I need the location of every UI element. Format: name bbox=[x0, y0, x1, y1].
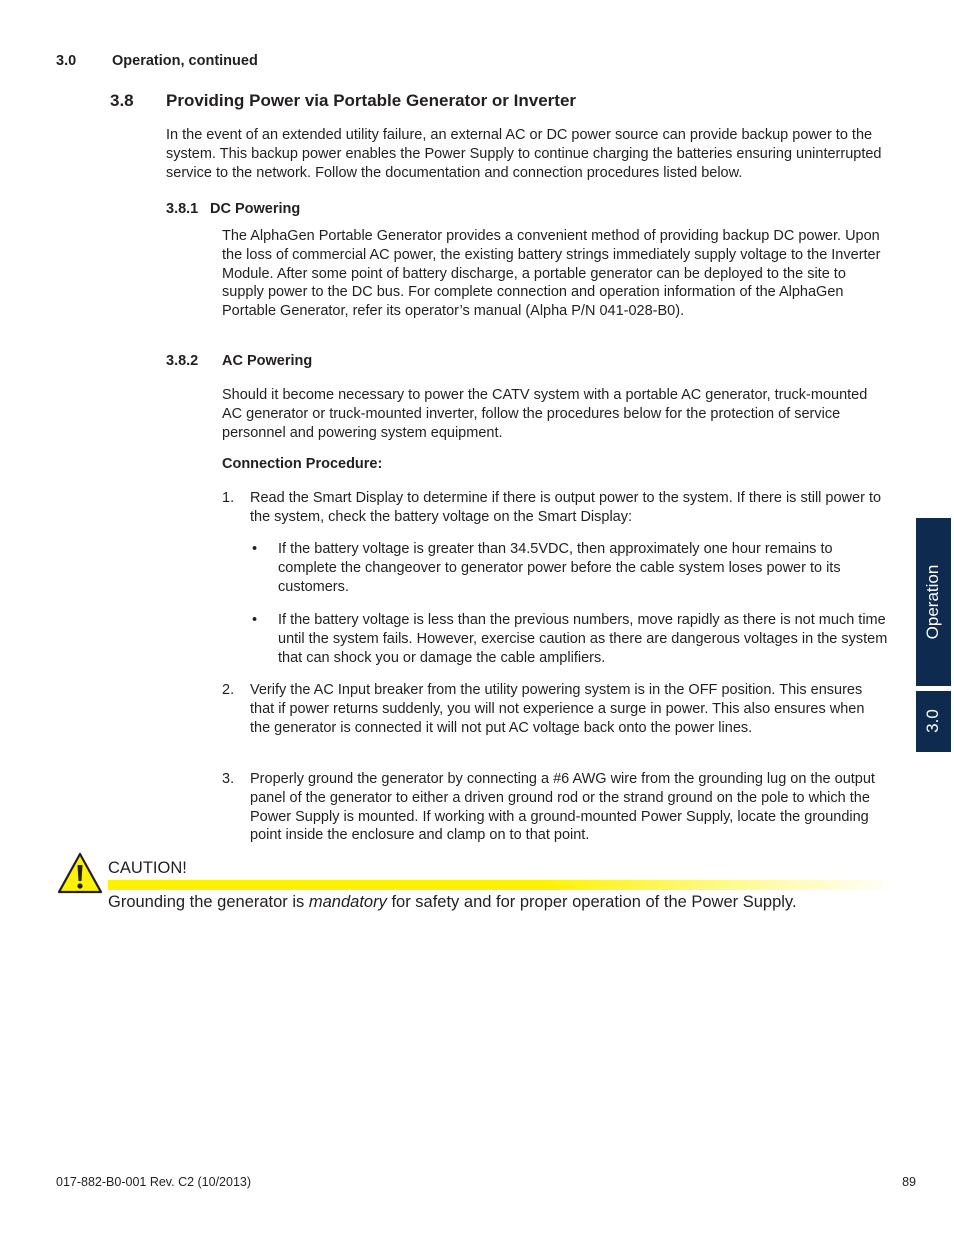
section-number: 3.8 bbox=[110, 91, 134, 110]
footer-doc-id: 017-882-B0-001 Rev. C2 (10/2013) bbox=[56, 1175, 252, 1189]
section-title: Providing Power via Portable Generator or Inverter bbox=[166, 91, 577, 110]
caution-text-before: Grounding the generator is bbox=[108, 893, 309, 911]
side-tab-title: Operation bbox=[923, 564, 942, 640]
step-number: 2. bbox=[222, 682, 235, 698]
step-text: Read the Smart Display to determine if there is output power to the system. If there is still power to the system, check the battery voltage on the Smart Display: bbox=[250, 490, 882, 525]
step-number: 1. bbox=[222, 490, 235, 506]
section-intro: In the event of an extended utility failure, an external AC or DC power source can provide backup power to the system. This backup power enables the Power Supply to continue charging the batteries ensuring uninterrupted service to the network. Follow the documentation and connection procedures listed below. bbox=[166, 127, 882, 181]
caution-highlight-bar bbox=[108, 880, 896, 890]
running-head-number: 3.0 bbox=[56, 53, 77, 69]
procedure-step bbox=[222, 681, 887, 737]
bullet-text: If the battery voltage is greater than 34.5VDC, then approximately one hour remains to complete the changeover to generator power before the cable system loses power to its customers. bbox=[278, 541, 841, 595]
ac-powering-title: AC Powering bbox=[222, 353, 313, 369]
caution-emphasis: mandatory bbox=[308, 893, 387, 911]
procedure-step bbox=[222, 489, 887, 527]
dc-powering-heading bbox=[166, 201, 300, 217]
running-head bbox=[56, 53, 258, 69]
warning-exclamation-icon bbox=[57, 852, 103, 894]
dc-powering-text: The AlphaGen Portable Generator provides a convenient method of providing backup DC power. Upon the loss of commercial AC power, the existing battery strings immediately supply voltage to the Inverter Module. After some point of battery discharge, a portable generator can be deployed to the site to supply power to the DC bus. For complete connection and operation information of the AlphaGen Portable Generator, refer its operator’s manual (Alpha P/N 041-028-B0). bbox=[222, 228, 881, 320]
caution-text bbox=[108, 893, 797, 912]
section-heading bbox=[110, 91, 576, 111]
running-head-title: Operation, continued bbox=[112, 53, 258, 69]
step-text: Verify the AC Input breaker from the utility powering system is in the OFF position. This ensures that if power returns suddenly, you will not experience a surge in power. This also ensures when the generator is connected it will not put AC voltage back onto the power lines. bbox=[250, 682, 865, 736]
side-tab-number: 3.0 bbox=[923, 709, 942, 733]
bullet-marker: • bbox=[252, 541, 258, 557]
dc-powering-number: 3.8.1 bbox=[166, 201, 199, 217]
side-tab-number-block bbox=[916, 691, 951, 752]
procedure-step bbox=[222, 770, 887, 845]
step-text: Properly ground the generator by connecting a #6 AWG wire from the grounding lug on the output panel of the generator to either a driven ground rod or the strand ground on the pole to which the Power Supply is mounted. If working with a ground-mounted Power Supply, locate the grounding point inside the enclosure and clamp on to that point. bbox=[250, 771, 875, 844]
dc-powering-title: DC Powering bbox=[210, 201, 301, 217]
caution-text-after: for safety and for proper operation of the Power Supply. bbox=[386, 893, 797, 911]
ac-powering-number: 3.8.2 bbox=[166, 353, 199, 369]
bullet-text: If the battery voltage is less than the previous numbers, move rapidly as there is not much time until the system fails. However, exercise caution as there are dangerous voltages in the system that can shock you or damage the cable amplifiers. bbox=[278, 612, 888, 666]
connection-procedure-heading: Connection Procedure: bbox=[222, 456, 383, 472]
bullet-item bbox=[250, 540, 890, 596]
side-tab-title-block bbox=[916, 518, 951, 686]
page-number: 89 bbox=[902, 1175, 916, 1189]
caution-label: CAUTION! bbox=[108, 859, 187, 877]
bullet-marker: • bbox=[252, 612, 258, 628]
step-number: 3. bbox=[222, 771, 235, 787]
bullet-item bbox=[250, 611, 890, 667]
ac-powering-text: Should it become necessary to power the CATV system with a portable AC generator, truck-mounted AC generator or truck-mounted inverter, follow the procedures below for the protection of service personnel and powering system equipment. bbox=[222, 387, 868, 441]
ac-powering-heading bbox=[166, 353, 312, 369]
